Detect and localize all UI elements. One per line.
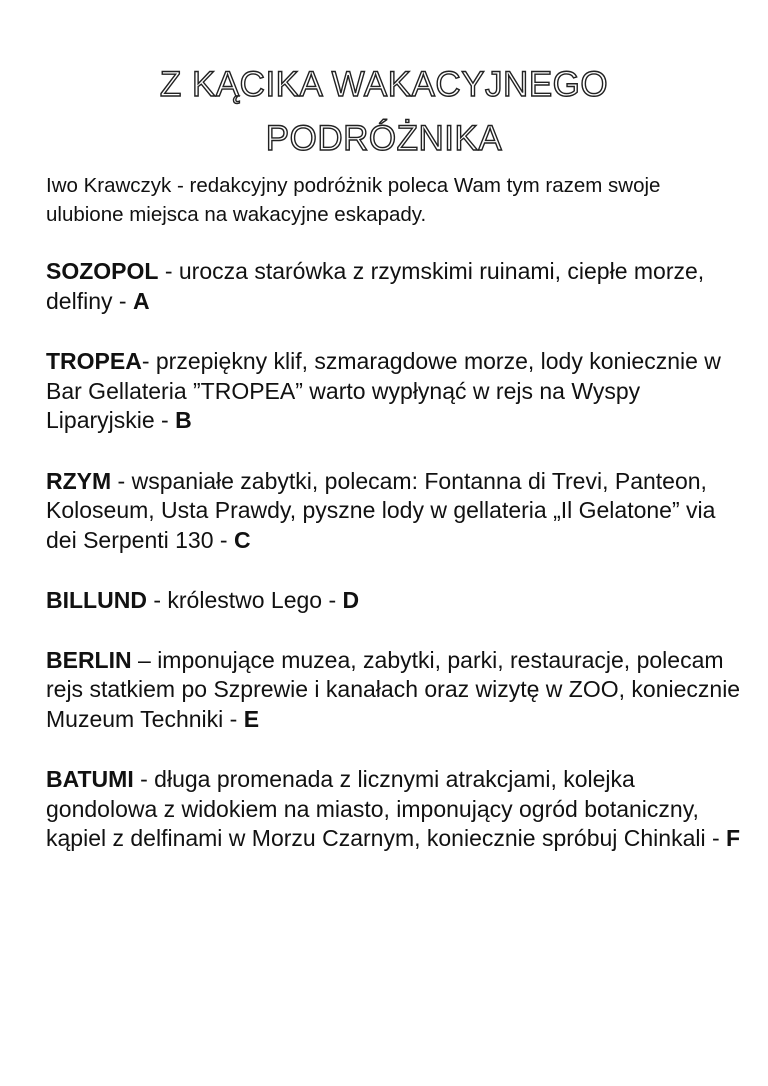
destination-description: - wspaniałe zabytki, polecam: Fontanna di Trevi, Panteon, Koloseum, Usta Prawdy, pyszne lody w gellateria „Il Gelatone” via dei Serpenti 130 -	[46, 467, 716, 553]
destination-name: BERLIN	[46, 646, 132, 673]
page-title	[0, 58, 768, 166]
destination-entry-rzym	[46, 467, 746, 556]
destination-name: SOZOPOL	[46, 258, 159, 284]
destination-list	[46, 257, 746, 885]
destination-name: BATUMI	[46, 766, 134, 792]
destination-description: - królestwo Lego -	[146, 587, 343, 613]
destination-name: TROPEA	[46, 348, 142, 374]
destination-code: D	[342, 587, 360, 613]
destination-name: BILLUND	[46, 587, 147, 613]
destination-description: - urocza starówka z rzymskimi ruinami, ciepłe morze, delfiny -	[46, 258, 705, 314]
title-line-1: Z KĄCIKA WAKACYJNEGO	[159, 65, 609, 104]
destination-name: RZYM	[46, 467, 112, 494]
destination-code: B	[175, 407, 192, 433]
destination-entry-billund	[46, 586, 746, 616]
destination-entry-sozopol	[46, 257, 746, 316]
destination-entry-batumi	[46, 765, 746, 854]
destination-entry-tropea	[46, 347, 746, 436]
title-line-2: PODRÓŻNIKA	[265, 119, 503, 158]
destination-description: - przepiękny klif, szmaragdowe morze, lody koniecznie w Bar Gellateria ”TROPEA” warto wypłynąć w rejs na Wyspy Liparyjskie -	[46, 348, 721, 433]
destination-description: - długa promenada z licznymi atrakcjami, kolejka gondolowa z widokiem na miasto, imponujący ogród botaniczny, kąpiel z delfinami w Morzu Czarnym, koniecznie spróbuj Chinkali -	[46, 766, 727, 851]
destination-entry-berlin	[46, 646, 746, 735]
destination-code: C	[233, 526, 251, 553]
destination-code: E	[243, 705, 260, 732]
destination-description: – imponujące muzea, zabytki, parki, restauracje, polecam rejs statkiem po Szprewie i kanałach oraz wizytę w ZOO, koniecznie Muzeum Techniki -	[46, 646, 741, 732]
destination-code: A	[132, 287, 150, 314]
intro-paragraph: Iwo Krawczyk - redakcyjny podróżnik poleca Wam tym razem swoje ulubione miejsca na wakacyjne eskapady.	[46, 174, 661, 226]
destination-code: F	[726, 825, 741, 851]
